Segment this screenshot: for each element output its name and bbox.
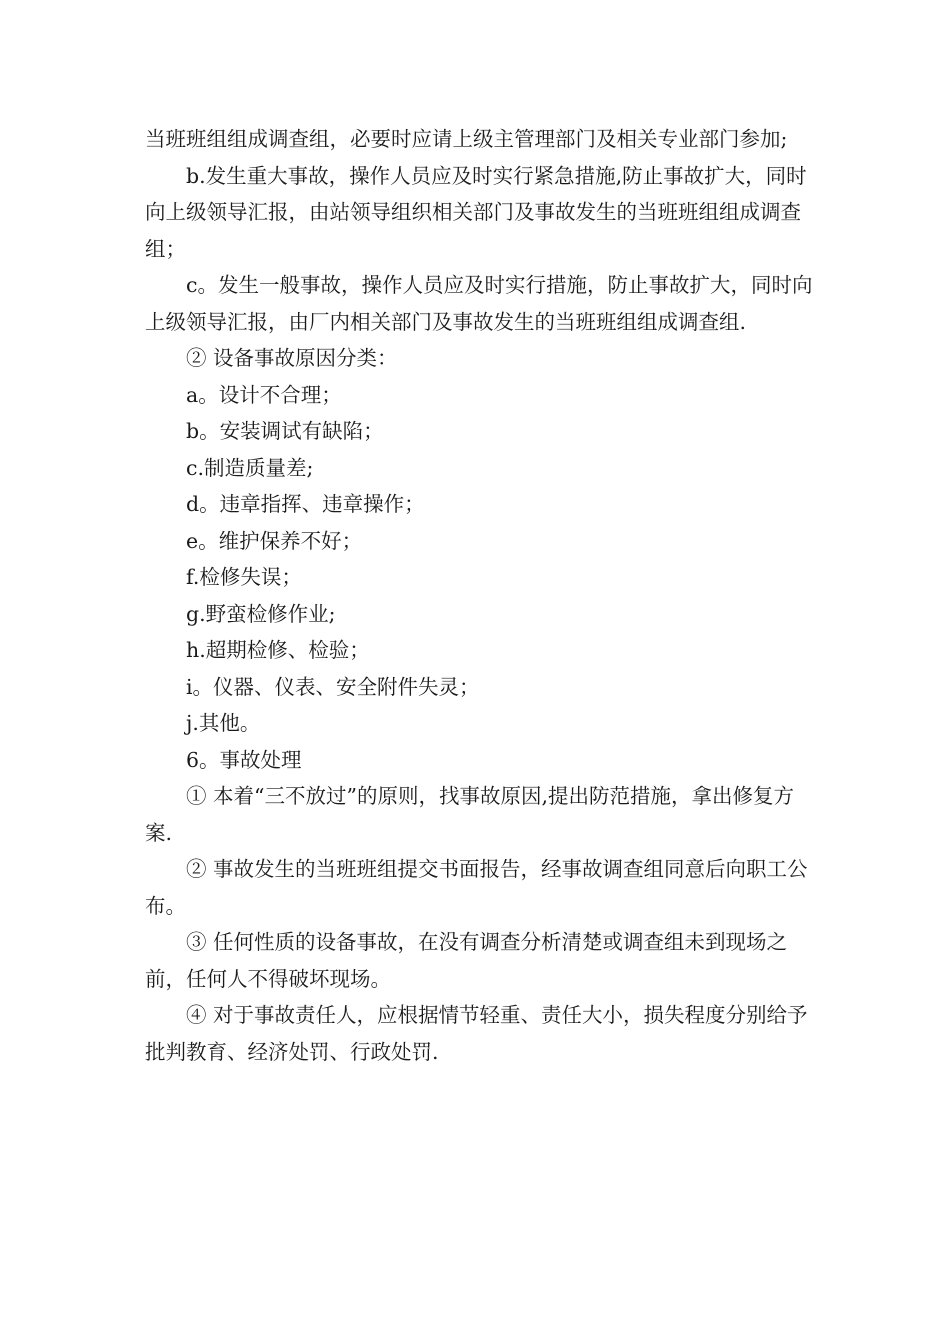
list-item-cause-i: i。仪器、仪表、安全附件失灵； bbox=[186, 674, 480, 699]
list-item-cause-a: a。设计不合理； bbox=[186, 382, 342, 407]
paragraph-handling-3: ③ 任何性质的设备事故，在没有调查分析清楚或调查组未到现场之前，任何人不得破坏现场。 bbox=[145, 930, 788, 991]
paragraph-handling-2: ② 事故发生的当班班组提交书面报告，经事故调查组同意后向职工公布。 bbox=[145, 857, 808, 918]
paragraph-investigation-team-continued: 当班班组组成调查组，必要时应请上级主管理部门及相关专业部门参加; bbox=[145, 127, 788, 151]
paragraph-handling-4: ④ 对于事故责任人，应根据情节轻重、责任大小，损失程度分别给予批判教育、经济处罚、行政处罚. bbox=[145, 1003, 808, 1064]
list-item-cause-b: b。安装调试有缺陷； bbox=[186, 419, 384, 443]
list-item-cause-e: e。维护保养不好； bbox=[186, 528, 363, 553]
list-item-cause-h: h.超期检修、检验； bbox=[186, 638, 370, 662]
list-item-cause-c: c.制造质量差; bbox=[186, 455, 314, 480]
list-item-cause-g: g.野蛮检修作业; bbox=[186, 601, 336, 626]
paragraph-general-accident: c。发生一般事故，操作人员应及时实行措施，防止事故扩大，同时向上级领导汇报，由厂内相关部门及事故发生的当班班组组成调查组. bbox=[145, 273, 813, 334]
list-item-cause-j: j.其他。 bbox=[186, 711, 261, 735]
list-item-cause-f: f.检修失误； bbox=[186, 565, 302, 589]
list-item-cause-d: d。违章指挥、违章操作； bbox=[186, 492, 425, 516]
paragraph-handling-1: ① 本着“三不放过”的原则，找事故原因,提出防范措施，拿出修复方案. bbox=[145, 784, 794, 845]
paragraph-major-accident: b.发生重大事故，操作人员应及时实行紧急措施,防止事故扩大，同时向上级领导汇报，由站领导组织相关部门及事故发生的当班班组组成调查组； bbox=[145, 163, 807, 261]
heading-accident-handling: 6。事故处理 bbox=[186, 747, 302, 772]
heading-accident-cause-classification: ② 设备事故原因分类： bbox=[186, 346, 398, 370]
document-body bbox=[145, 121, 820, 1070]
